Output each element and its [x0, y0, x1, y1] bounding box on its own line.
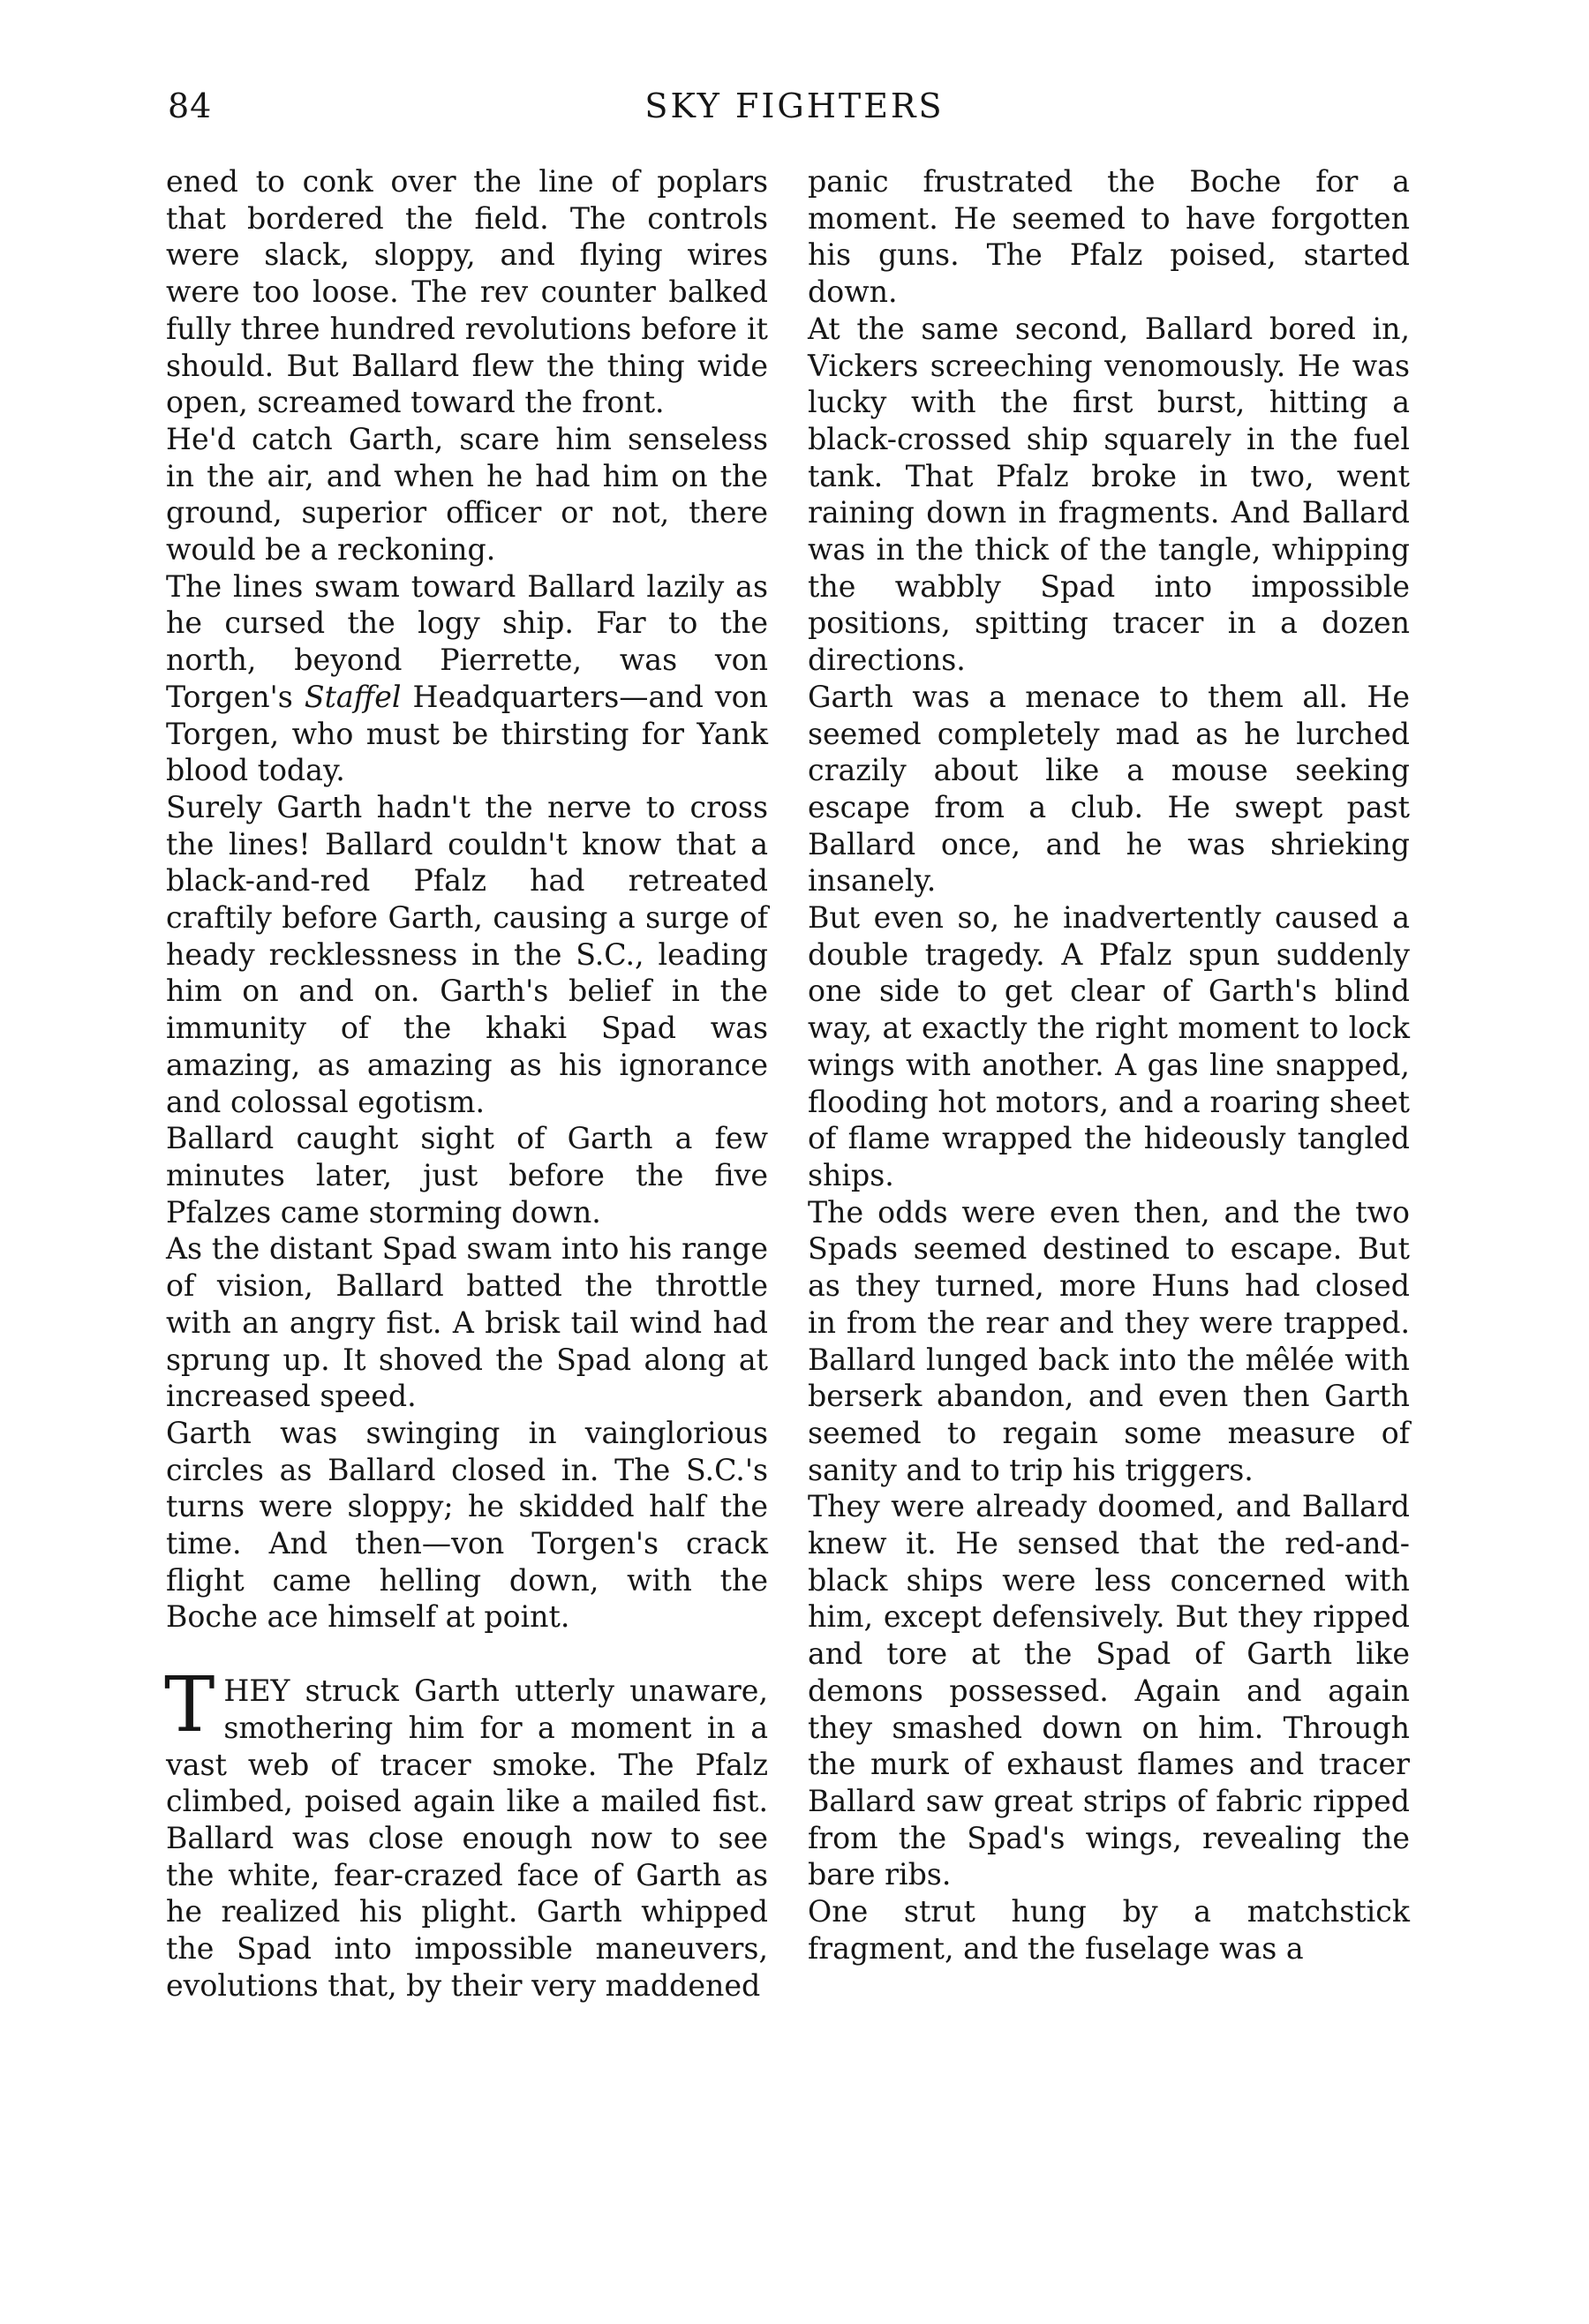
paragraph-text: The lines swam toward Ballard lazily as he cursed the logy ship. Far to the north, beyond Pierrette, was von Torgen's — [166, 568, 768, 714]
left-column — [166, 163, 768, 2004]
paragraph: One strut hung by a matchstick fragment, and the fuselage was a — [808, 1894, 1410, 1966]
paragraph: ened to conk over the line of poplars that bordered the field. The controls were slack, sloppy, and flying wires were too loose. The rev counter balked fully three hundred revolutions before it should. But Ballard flew the thing wide open, screamed toward the front. — [166, 164, 768, 420]
paragraph — [166, 568, 768, 789]
paragraph: They were already doomed, and Ballard knew it. He sensed that the red-and-black ships were less concerned with him, except defensively. But they ripped and tore at the Spad of Garth like demons possessed. Again and again they smashed down on him. Through the murk of exhaust flames and tracer Ballard saw great strips of fabric ripped from the Spad's wings, revealing the bare ribs. — [808, 1489, 1410, 1892]
paragraph: Ballard caught sight of Garth a few minutes later, just before the five Pfalzes came storming down. — [166, 1121, 768, 1230]
paragraph-text: Headquarters—and von Torgen, who must be thirsting for Yank blood today. — [166, 679, 768, 788]
section-opening-paragraph — [164, 1661, 768, 2004]
paragraph: The odds were even then, and the two Spads seemed destined to escape. But as they turned, more Huns had closed in from the rear and they were trapped. Ballard lunged back into the mêlée with berserk abandon, and even then Garth seemed to regain some measure of sanity and to trip his triggers. — [808, 1194, 1410, 1487]
page-number: 84 — [168, 86, 213, 125]
paragraph: Garth was swinging in vainglorious circles as Ballard closed in. The S.C.'s turns were sloppy; he skidded half the time. And then—von Torgen's crack flight came helling down, with the Boche ace himself at point. — [166, 1415, 768, 1635]
paragraph: Garth was a menace to them all. He seemed completely mad as he lurched crazily about like a mouse seeking escape from a club. He swept past Ballard once, and he was shrieking insanely. — [808, 679, 1410, 899]
italic-term: Staffel — [304, 679, 402, 714]
right-column — [808, 163, 1410, 1967]
paragraph: He'd catch Garth, scare him senseless in the air, and when he had him on the ground, superior officer or not, there would be a reckoning. — [166, 421, 768, 568]
paragraph: As the distant Spad swam into his range of vision, Ballard batted the throttle with an angry fist. A brisk tail wind had sprung up. It shoved the Spad along at increased speed. — [166, 1231, 768, 1414]
paragraph: panic frustrated the Boche for a moment. He seemed to have forgotten his guns. The Pfalz poised, started down. — [808, 164, 1410, 310]
drop-cap: T — [164, 1661, 215, 1750]
paragraph: But even so, he inadvertently caused a double tragedy. A Pfalz spun suddenly one side to get clear of Garth's blind way, at exactly the right moment to lock wings with another. A gas line snapped, flooding hot motors, and a roaring sheet of flame wrapped the hideously tangled ships. — [808, 900, 1410, 1192]
paragraph: At the same second, Ballard bored in, Vickers screeching venomously. He was lucky with the first burst, hitting a black-crossed ship squarely in the fuel tank. That Pfalz broke in two, went raining down in fragments. And Ballard was in the thick of the tangle, whipping the wabbly Spad into impossible positions, spitting tracer in a dozen directions. — [808, 311, 1410, 678]
paragraph: Surely Garth hadn't the nerve to cross the lines! Ballard couldn't know that a black-and-red Pfalz had retreated craftily before Garth, causing a surge of heady recklessness in the S.C., leading him on and on. Garth's belief in the immunity of the khaki Spad was amazing, as amazing as his ignorance and colossal egotism. — [166, 789, 768, 1119]
paragraph-text: HEY struck Garth utterly unaware, smothering him for a moment in a vast web of tracer smoke. The Pfalz climbed, poised again like a mailed fist. Ballard was close enough now to see the white, fear-crazed face of Garth as he realized his plight. Garth whipped the Spad into impossible maneuvers, evolutions that, by their very maddened — [166, 1673, 768, 2003]
page-header — [0, 86, 1589, 139]
running-title: SKY FIGHTERS — [644, 86, 945, 125]
